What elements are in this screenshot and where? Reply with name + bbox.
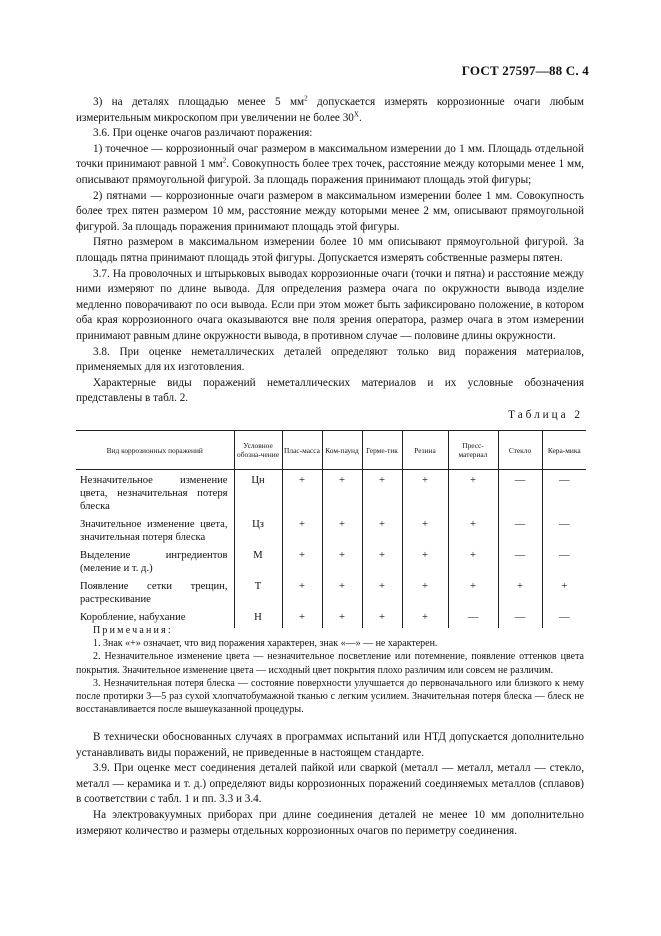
table-cell: —: [542, 470, 586, 518]
table-cell: +: [542, 579, 586, 610]
table-cell: Коробление, набухание: [80, 612, 186, 623]
paragraph-item-3: 3) на деталях площадью менее 5 $мм^2$ допускается измерять коррозионные очаги любым измерительным микроскопом при увеличении не более $30^X$.: [76, 94, 584, 124]
table-cell: Т: [234, 579, 282, 610]
table-cell: +: [362, 470, 402, 518]
page-header: ГОСТ 27597—88 С. 4: [461, 63, 589, 78]
table-notes: [76, 624, 584, 716]
col-header-code: Условное обозна-чение: [234, 431, 282, 470]
table-cell: +: [282, 470, 322, 518]
table-cell: +: [402, 517, 448, 548]
table-cell: +: [322, 548, 362, 579]
table-cell: +: [402, 610, 448, 628]
notes-title: Примечания:: [93, 625, 173, 636]
table-cell: —: [542, 517, 586, 548]
paragraph-3-6: 3.6. При оценке очагов различают поражения:: [93, 127, 313, 140]
paragraph-3-7: 3.7. На проволочных и штырьковых выводах коррозионные очаги (точки и пятна) и расстояние между ними измеряют по длине вывода. Для определения размера очага по окружности вывода изделие медленно поворачивают по оси вывода. Если при этом может быть зафиксировано положение, в котором оба края коррозионного очага оказываются вне поля зрения оператора, размер очага в этом измерении принимают равным длине окружности вывода, в противном случае — половине длины окружности.: [76, 267, 584, 342]
paragraph-spot-lesion: 2) пятнами — коррозионные очаги размером в максимальном измерении более 1 мм. Совокупность более трех пятен размером 10 мм, расстояние между которыми менее 2 мм, описывают прямоугольной фигурой. За площадь поражения принимают площадь этой фигуры.: [76, 189, 584, 233]
table-cell: +: [282, 548, 322, 579]
table-cell: Появление сетки трещин, растрескивание: [80, 581, 228, 605]
table-cell: —: [498, 610, 542, 628]
paragraph-technical: В технически обоснованных случаях в программах испытаний или НТД допускается дополнительно устанавливать виды поражений, не приведенные в настоящем стандарте.: [76, 731, 584, 759]
table-cell: —: [498, 548, 542, 579]
table-cell: +: [362, 579, 402, 610]
table-cell: +: [448, 548, 498, 579]
table-cell: +: [362, 517, 402, 548]
table-cell: —: [498, 470, 542, 518]
table-cell: +: [322, 610, 362, 628]
note-3: 3. Незначительная потеря блеска — состояние поверхности улучшается до первоначального или близкого к нему после протирки 3—5 раз сухой хлопчатобумажной тканью с легким усилием. Значительная потеря блеска — блеск не восстанавливается после вышеуказанной процедуры.: [76, 677, 584, 716]
table-cell: +: [498, 579, 542, 610]
col-header-lesion-type: Вид коррозионных поражений: [76, 431, 234, 470]
table-cell: —: [448, 610, 498, 628]
table-caption: Таблица 2: [508, 409, 583, 421]
table-row: [76, 548, 586, 579]
col-header-compound: Ком-паунд: [322, 431, 362, 470]
table-cell: Н: [234, 610, 282, 628]
col-header-press-material: Пресс-материал: [448, 431, 498, 470]
table-cell: +: [322, 579, 362, 610]
table-cell: +: [362, 548, 402, 579]
col-header-plastic: Плас-масса: [282, 431, 322, 470]
note-2: 2. Незначительное изменение цвета — незначительное посветление или потемнение, появление оттенков цвета покрытия. Значительное изменение цвета — исходный цвет покрытия плохо различим или совсем не различим.: [76, 651, 584, 676]
table-cell: +: [282, 579, 322, 610]
table-2: [76, 430, 586, 628]
table-cell: Цн: [234, 470, 282, 518]
paragraph-3-8: 3.8. При оценке неметаллических деталей определяют только вид поражения материалов, применяемых для их изготовления.: [76, 345, 584, 374]
paragraph-point-lesion: 1) точечное — коррозионный очаг размером в максимальном измерении до 1 мм. Площадь отдельной точки принимают равной 1 $мм^2$. Совокупность более трех точек, расстояние между которыми менее 1 мм, описывают прямоугольной фигурой. За площадь поражения принимают площадь этой фигуры;: [76, 142, 584, 186]
table-row: [76, 579, 586, 610]
body-text-bottom: [76, 730, 584, 839]
table-cell: +: [448, 579, 498, 610]
table-cell: М: [234, 548, 282, 579]
table-cell: +: [282, 610, 322, 628]
table-cell: +: [362, 610, 402, 628]
table-cell: Значительное изменение цвета, значительная потеря блеска: [80, 519, 228, 543]
table-cell: +: [448, 470, 498, 518]
paragraph-3-9: 3.9. При оценке мест соединения деталей пайкой или сваркой (металл — металл, металл — стекло, металл — керамика и т. д.) определяют виды коррозионных поражений соединяемых металлов (сплавов) в соответствии с табл. 1 и пп. 3.3 и 3.4.: [76, 762, 584, 806]
paragraph-electrovacuum: На электровакуумных приборах при длине соединения деталей не менее 10 мм дополнительно измеряют количество и размеры отдельных коррозионных очагов по периметру соединения.: [76, 808, 584, 837]
table-cell: Цз: [234, 517, 282, 548]
table-cell: +: [322, 470, 362, 518]
col-header-glass: Стекло: [498, 431, 542, 470]
table-header-row: [76, 431, 586, 470]
table-row: [76, 470, 586, 518]
table-cell: +: [448, 517, 498, 548]
table-cell: +: [282, 517, 322, 548]
paragraph-characteristic: Характерные виды поражений неметаллических материалов и их условные обозначения представлены в табл. 2.: [76, 376, 584, 405]
body-text-top: [76, 95, 584, 407]
note-1: 1. Знак «+» означает, что вид поражения характерен, знак «—» — не характерен.: [93, 638, 438, 650]
col-header-ceramic: Кера-мика: [542, 431, 586, 470]
table-cell: —: [498, 517, 542, 548]
table-cell: +: [402, 579, 448, 610]
table-cell: +: [322, 517, 362, 548]
col-header-sealant: Герме-тик: [362, 431, 402, 470]
table-cell: Выделение ингредиентов (меление и т. д.): [80, 550, 228, 574]
col-header-rubber: Резина: [402, 431, 448, 470]
paragraph-spot-size: Пятно размером в максимальном измерении более 10 мм описывают прямоугольной фигурой. За площадь пятна принимают площадь этой фигуры. Допускается измерять собственные размеры пятен.: [76, 236, 584, 264]
table-cell: —: [542, 610, 586, 628]
table-cell: +: [402, 548, 448, 579]
table-cell: +: [402, 470, 448, 518]
table-row: [76, 517, 586, 548]
table-cell: Незначительное изменение цвета, незначительная потеря блеска: [80, 475, 228, 512]
table-cell: —: [542, 548, 586, 579]
